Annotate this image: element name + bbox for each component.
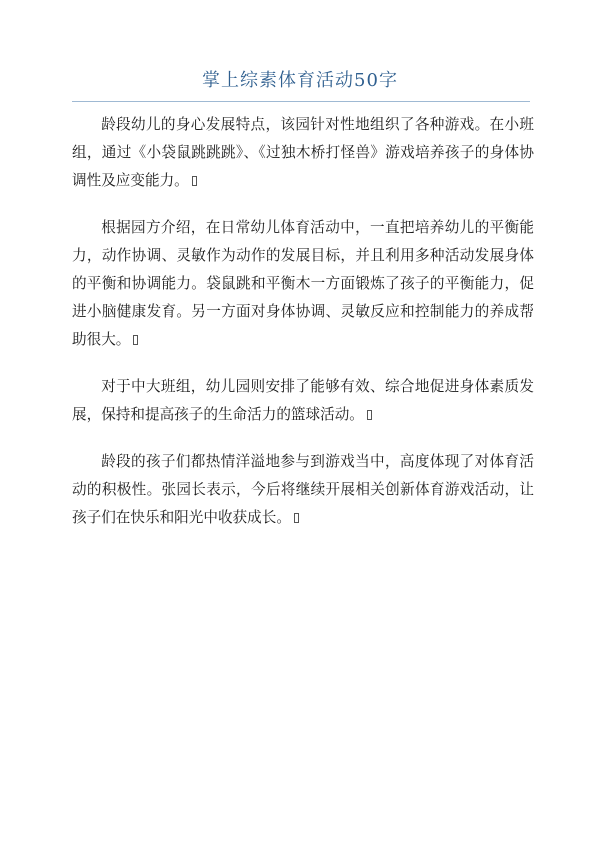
paragraph-end-mark: [294, 513, 299, 523]
paragraph-1: [72, 111, 534, 195]
paragraph-2-text: 根据园方介绍，在日常幼儿体育活动中，一直把培养幼儿的平衡能力，动作协调、灵敏作为动作的发展目标，并且利用多种活动发展身体的平衡和协调能力。袋鼠跳和平衡木一方面锻炼了孩子的平衡能力，促进小脑健康发育。另一方面对身体协调、灵敏反应和控制能力的养成帮助很大。: [72, 219, 534, 348]
paragraph-3-text: 对于中大班组，幼儿园则安排了能够有效、综合地促进身体素质发展，保持和提高孩子的生命活力的篮球活动。: [72, 378, 534, 423]
paragraph-1-text: 龄段幼儿的身心发展特点，该园针对性地组织了各种游戏。在小班组，通过《小袋鼠跳跳跳》、《过独木桥打怪兽》游戏培养孩子的身体协调性及应变能力。: [72, 116, 534, 189]
paragraph-4-text: 龄段的孩子们都热情洋溢地参与到游戏当中，高度体现了对体育活动的积极性。张园长表示，今后将继续开展相关创新体育游戏活动，让孩子们在快乐和阳光中收获成长。: [72, 453, 534, 526]
document-title: 掌上综素体育活动50字: [202, 70, 398, 91]
title-divider: [72, 101, 530, 102]
document-body: [72, 111, 534, 551]
paragraph-end-mark: [192, 176, 197, 186]
paragraph-2: [72, 214, 534, 354]
paragraph-3: [72, 373, 534, 429]
paragraph-4: [72, 448, 534, 532]
paragraph-end-mark: [367, 410, 372, 420]
paragraph-end-mark: [133, 335, 138, 345]
